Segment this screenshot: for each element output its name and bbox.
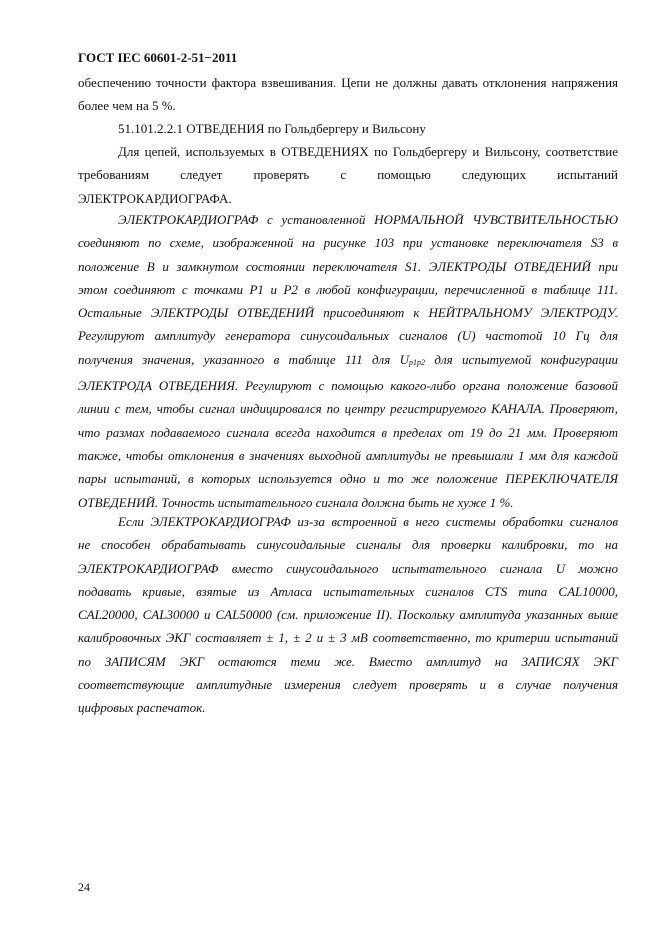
text-line: положение B и замкнутом состоянии переключателя S1. ЭЛЕКТРОДЫ ОТВЕДЕНИЙ при (78, 258, 618, 274)
text-line: получения значения, указанного в таблице 111 для $U_{p1p2}$ для испытуемой конфигурации (78, 351, 619, 367)
text-line: ЭЛЕКТРОКАРДИОГРАФ с установленной НОРМАЛЬНОЙ ЧУВСТВИТЕЛЬНОСТЬЮ (118, 212, 618, 227)
text-line: также, чтобы отклонения в значениях выходной амплитуды не превышали 1 мм для каждой (78, 447, 618, 463)
paragraph-3 (78, 208, 618, 514)
text-line: Если ЭЛЕКТРОКАРДИОГРАФ из-за встроенной в него системы обработки сигналов (118, 514, 618, 529)
paragraph-2 (78, 140, 618, 210)
text-line: более чем на 5 %. (78, 98, 176, 114)
text-line: ОТВЕДЕНИЙ. Точность испытательного сигнала должна быть не хуже 1 %. (78, 494, 514, 510)
text-line: калибровочных ЭКГ составляет ± 1, ± 2 и ± 3 мВ соответственно, то критерии испытаний (78, 630, 618, 646)
text-line: ЭЛЕКТРОДА ОТВЕДЕНИЯ. Регулируют с помощью какого-либо органа положение базовой (78, 378, 618, 394)
text-line: не способен обрабатывать синусоидальные сигналы для проверки калибровки, то на (78, 537, 618, 553)
section-title: 51.101.2.2.1 ОТВЕДЕНИЯ по Гольдбергеру и Вильсону (118, 121, 426, 136)
page-number: 24 (78, 880, 90, 894)
text-line: соединяют по схеме, изображенной на рисунке 103 при установке переключателя S3 в (78, 235, 618, 251)
text-line: ЭЛЕКТРОКАРДИОГРАФ вместо синусоидального испытательного сигнала U можно (78, 560, 618, 576)
text-line: обеспечению точности фактора взвешивания. Цепи не должны давать отклонения напряжения (78, 75, 618, 90)
text-line: цифровых распечаток. (78, 700, 206, 716)
text-line: CAL20000, CAL30000 и CAL50000 (см. приложение II). Поскольку амплитуда указанных выше (78, 607, 618, 623)
text-line: Для цепей, используемых в ОТВЕДЕНИЯХ по Гольдбергеру и Вильсону, соответствие (118, 144, 618, 159)
text-line: ЭЛЕКТРОКАРДИОГРАФА. (78, 190, 232, 206)
text-line: что размах подаваемого сигнала всегда находится в пределах от 19 до 21 мм. Проверяют (78, 424, 618, 440)
text-line: пары испытаний, в которых используется одно и то же положение ПЕРЕКЛЮЧАТЕЛЯ (78, 471, 618, 487)
paragraph-1 (78, 71, 618, 118)
text-line: Регулируют амплитуду генератора синусоидальных сигналов (U) частотой 10 Гц для (78, 328, 618, 344)
document-header: ГОСТ IEC 60601-2-51−2011 (78, 50, 238, 65)
text-line: этом соединяют с точками P1 и P2 в любой конфигурации, перечисленной в таблице 111. (78, 281, 618, 297)
text-line: по ЗАПИСЯМ ЭКГ остаются теми же. Вместо амплитуд на ЗАПИСЯХ ЭКГ (78, 653, 618, 669)
paragraph-4 (78, 510, 618, 720)
text-line: Остальные ЭЛЕКТРОДЫ ОТВЕДЕНИЙ присоединяют к НЕЙТРАЛЬНОМУ ЭЛЕКТРОДУ. (78, 305, 618, 321)
text-line: линии с тем, чтобы сигнал индицировался по центру регистрируемого КАНАЛА. Проверяют, (78, 401, 618, 417)
text-line: подавать кривые, взятые из Атласа испытательных сигналов CTS типа CAL10000, (78, 583, 618, 599)
section-heading (78, 117, 618, 140)
text-line: требованиям следует проверять с помощью следующих испытаний (78, 167, 618, 183)
text-line: соответствующие амплитудные измерения следует проверять и в случае получения (78, 677, 618, 693)
